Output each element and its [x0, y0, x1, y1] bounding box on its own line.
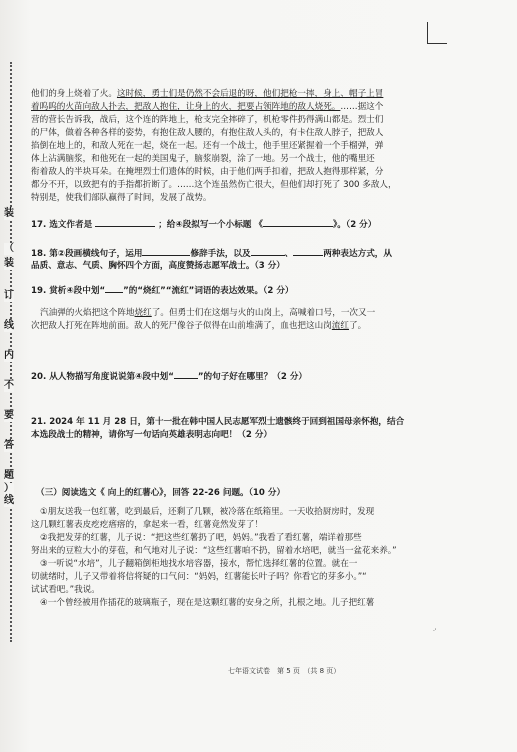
answer-blank[interactable] [263, 218, 333, 227]
margin-char: 装 [4, 258, 14, 269]
margin-char: 线 [4, 495, 14, 506]
passage-line: ④一个曾经被用作插花的玻璃瓶子，现在是这颗红薯的安身之所，扎根之地。儿子把红薯 [40, 598, 375, 608]
passage-line: ①朋友送我一包红薯，吃到最后，还剩了几颗，被冷落在纸箱里。一天收拾厨房时，发现 [40, 507, 375, 517]
question-18: 18. 第②段画横线句子，运用 修辞手法，以及 、 两种表达方式，从 [31, 249, 392, 259]
crop-mark-horizontal [427, 43, 447, 44]
passage-line: 体上沾满脑浆，和他死在一起的美国鬼子，脑浆崩裂，涂了一地。另一个战士，他的嘴里还 [31, 154, 375, 164]
margin-char: ） [4, 483, 14, 494]
margin-char: 装 [4, 208, 14, 219]
section-heading: （三）阅读选文《 向上的红薯心》，回答 22-26 问题。（10 分） [36, 488, 286, 498]
question-18-line2: 品质、意志、气质、胸怀四个方面，高度赞扬志愿军战士。（3 分） [31, 261, 285, 271]
margin-char: 答 [4, 440, 14, 451]
quoted-sentence: 汽油弹的火焰把这个阵地烧红了。但勇士们在这烟与火的山岗上，高喊着口号，一次又一 [40, 308, 376, 318]
passage-line: 的尸体，做着各种各样的姿势，有抱住敌人腰的，有抱住敌人头的，有卡住敌人脖子，把敌人 [31, 128, 384, 138]
passage-line: 切就绪时，儿子又带着将信将疑的口气问：“妈妈，红薯能长叶子吗？你看它的芽多小。”“ [31, 572, 367, 582]
margin-char: 订 [4, 290, 14, 301]
crop-mark-vertical [427, 22, 428, 44]
passage-line: 着呜呜的火苗向敌人扑去，把敌人抱住，让身上的火，把要占领阵地的敌人烧死。……据这个 [31, 102, 384, 112]
answer-blank[interactable] [293, 247, 323, 256]
scan-speck: ·ˈ [433, 628, 437, 635]
answer-blank[interactable] [95, 218, 155, 227]
question-21-line2: 本选段战士的精神，请你写一句话向英雄表明志向吧！（2 分） [31, 430, 273, 440]
margin-char: 内 [4, 350, 14, 361]
passage-line: ②我把发芽的红薯，儿子说：“把这些红薯扔了吧，妈妈。”我看了看红薯，端详着那些 [40, 533, 362, 543]
passage-line: 衔着敌人的半块耳朵。在掩埋烈士们遗体的时候，由于他们两手扣着，把敌人抱得那样紧，分 [31, 167, 384, 177]
answer-blank[interactable] [142, 247, 190, 256]
question-19: 19. 赏析④段中划“ ”的“烧红”“流红”词语的表达效果。（2 分） [31, 286, 294, 296]
margin-char: 题 [4, 470, 14, 481]
passage-line: 试试看吧。”我说。 [31, 585, 100, 595]
passage-line: 掐倒在地上的，和敌人死在一起，烧在一起。还有一个战士，他手里还紧握着一个手榴弹，弹 [31, 141, 384, 151]
margin-char: 不 [4, 380, 14, 391]
answer-blank[interactable] [251, 247, 285, 256]
passage-line: 他们的身上烧着了火。这时候，勇士们是仍然不会后退的呀，他们把枪一摔，身上、帽子上冒 [31, 89, 384, 99]
margin-char: （ [4, 243, 14, 254]
passage-line: 这几颗红薯表皮疙疙瘩瘩的，拿起来一看，红薯竟然发芽了！ [31, 520, 264, 530]
question-17: 17. 选文作者是 ；给④段拟写一个小标题 《 》。（2 分） [31, 220, 377, 230]
passage-line: 都分不开，以致把有的手指都折断了。……这个连虽然伤亡很大，但他们却打死了 300 多敌人， [31, 180, 397, 190]
underline-mark [105, 284, 123, 293]
question-20: 20. 从人物描写角度说说第④段中划“ ”的句子好在哪里？（2 分） [31, 372, 308, 382]
margin-char: 线 [4, 320, 14, 331]
page-footer: 七年语文试卷 第 5 页 （共 8 页） [228, 667, 341, 675]
passage-line: 营的营长告诉我，战后，这个连的阵地上，枪支完全摔碎了，机枪零件扔得满山都是。烈士们 [31, 115, 384, 125]
passage-line: 特别是，使我们部队赢得了时间，发展了战势。 [31, 193, 212, 203]
margin-char: 要 [4, 410, 14, 421]
quoted-sentence: 次把敌人打死在阵地前面。敌人的死尸像谷子似得在山前堆满了，血也把这山岗流红了。 [31, 321, 367, 331]
underline-mark [174, 370, 198, 379]
passage-line: ③一听说“水培”，儿子翻箱倒柜地找水培容器，接水，帮忙选择红薯的位置。就在一 [40, 559, 358, 569]
question-21: 21. 2024 年 11 月 28 日，第十一批在韩中国人民志愿军烈士遗骸终于回到祖国母亲怀抱，结合 [31, 417, 405, 427]
passage-line: 努出来的豆粒大小的芽苞，和气地对儿子说：“这些红薯咱不扔，留着水培吧，就当一盆花来养。” [31, 546, 397, 556]
